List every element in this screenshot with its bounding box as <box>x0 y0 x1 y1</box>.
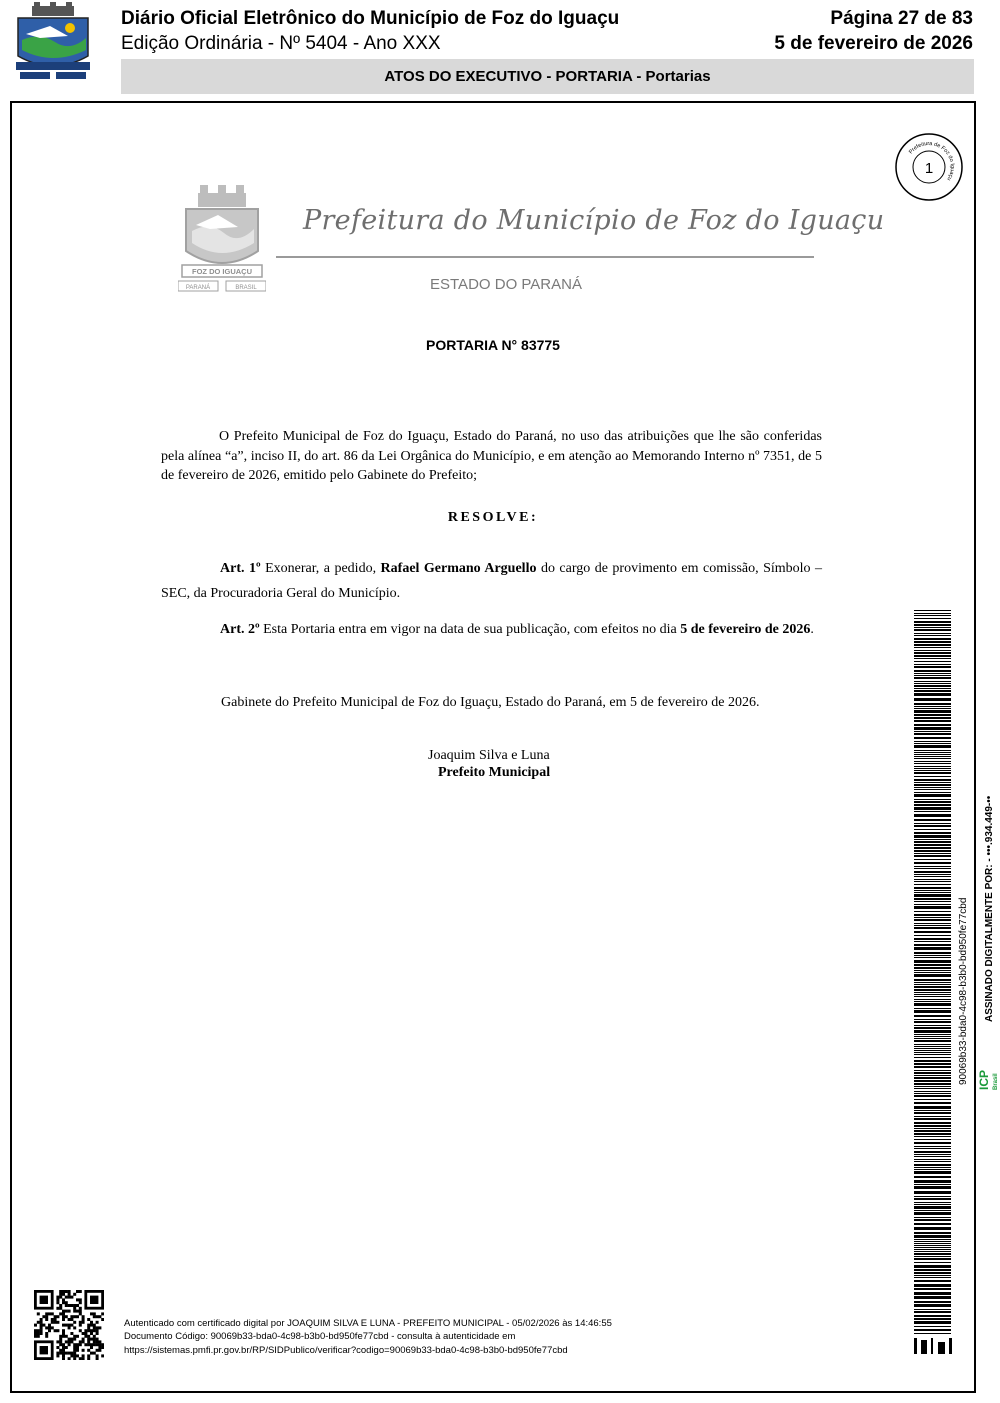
effective-date: 5 de fevereiro de 2026 <box>680 622 811 637</box>
signer-role: Prefeito Municipal <box>438 765 551 780</box>
crest-sub-left: PARANÁ <box>185 285 211 291</box>
icp-brasil-logo <box>978 1070 1000 1090</box>
crest-sub-right: BRASIL <box>235 285 257 291</box>
letterhead-crest-icon <box>178 185 266 297</box>
letterhead-divider <box>276 256 814 258</box>
edition-info: Edição Ordinária - Nº 5404 - Ano XXX <box>121 33 441 54</box>
portaria-title: PORTARIA N° 83775 <box>426 337 560 353</box>
footer-code-line: Documento Código: 90069b33-bda0-4c98-b3b0-bd950fe77cbd - consulta à autenticidade em <box>124 1331 516 1342</box>
letterhead-state: ESTADO DO PARANÁ <box>430 276 582 293</box>
article-2 <box>161 617 822 642</box>
section-banner: ATOS DO EXECUTIVO - PORTARIA - Portarias <box>121 59 974 94</box>
article-1 <box>161 556 822 606</box>
page-stamp <box>894 132 964 202</box>
page-indicator: Página 27 de 83 <box>830 8 973 29</box>
icp-text: ICP <box>977 1069 991 1090</box>
article-1-text-a: Exonerar, a pedido, <box>260 561 381 576</box>
stamp-number: 1 <box>924 160 934 177</box>
footer-verify-url[interactable]: https://sistemas.pmfi.pr.gov.br/RP/SIDPublico/verificar?codigo=90069b33-bda0-4c98-b3b0-bd950fe77cbd <box>124 1345 568 1356</box>
crest-text: FOZ DO IGUAÇU <box>192 267 252 276</box>
article-2-label: Art. 2º <box>220 622 260 637</box>
footer-auth-line: Autenticado com certificado digital por JOAQUIM SILVA E LUNA - PREFEITO MUNICIPAL - 05/02/2026 às 14:46:55 <box>124 1318 612 1329</box>
verification-qr-code[interactable] <box>34 1290 104 1360</box>
municipal-crest-logo <box>10 2 96 84</box>
vertical-barcode <box>914 610 951 1352</box>
resolve-heading: RESOLVE: <box>447 510 539 525</box>
stamp-ring-text: Prefeitura de Foz do Iguaçu <box>908 140 956 182</box>
signer-name: Joaquim Silva e Luna <box>428 748 550 763</box>
document-frame <box>10 101 976 1393</box>
preamble-paragraph: O Prefeito Municipal de Foz do Iguaçu, Estado do Paraná, no uso das atribuições que lhe são conferidas pela alínea “a”, inciso II, do art. 86 da Lei Orgânica do Município, e em atenção ao Memorando Interno nº 7351, de 5 de fevereiro de 2026, emitido pelo Gabinete do Prefeito; <box>161 429 822 483</box>
icp-sub: Brasil <box>993 1073 999 1090</box>
article-2-text-b: . <box>810 622 814 637</box>
closing-line: Gabinete do Prefeito Municipal de Foz do Iguaçu, Estado do Paraná, em 5 de fevereiro de 2026. <box>221 695 760 710</box>
article-2-text-a: Esta Portaria entra em vigor na data de sua publicação, com efeitos no dia <box>259 622 681 637</box>
digital-signature-label: ASSINADO DIGITALMENTE POR: - •••.934.449-•• <box>984 795 995 1022</box>
document-code-vertical: 90069b33-bda0-4c98-b3b0-bd950fe77cbd <box>958 897 969 1085</box>
exonerated-person-name: Rafael Germano Arguello <box>380 561 537 576</box>
article-1-label: Art. 1º <box>220 561 261 576</box>
article-1-text-b: do cargo de provimento em comissão, Símbolo – SEC, da Procuradoria Geral do Município. <box>161 561 823 601</box>
barcode-caption-mark <box>912 1336 956 1356</box>
gazette-title: Diário Oficial Eletrônico do Município de Foz do Iguaçu <box>121 8 620 29</box>
publication-date: 5 de fevereiro de 2026 <box>774 33 973 54</box>
letterhead-title: Prefeitura do Município de Foz do Iguaçu <box>303 205 885 236</box>
